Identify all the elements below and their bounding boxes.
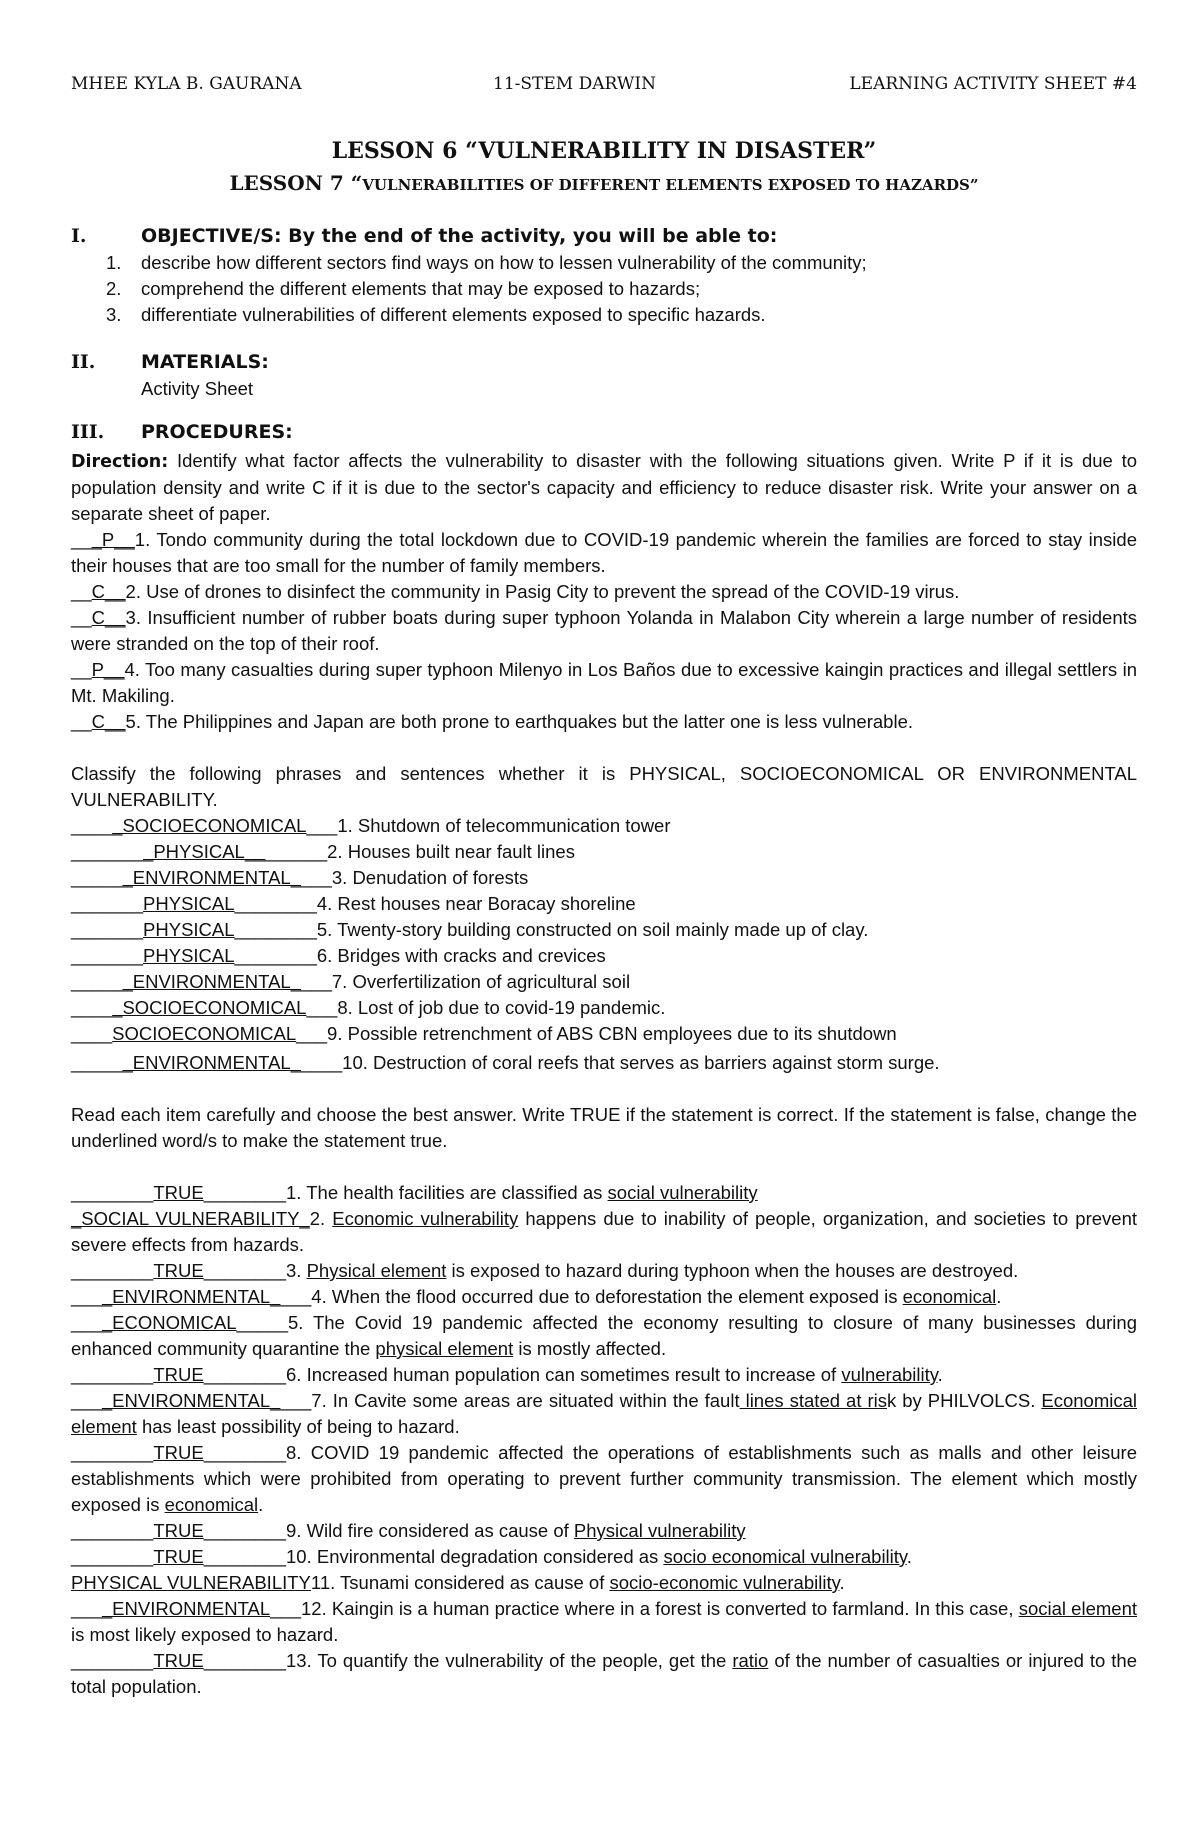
item-text: 13. To quantify the vulnerability of the people, get the	[286, 1650, 733, 1671]
direction-text: Identify what factor affects the vulnerability to disaster with the following situations given. Write P if it is due to population density and write C if it is due to the sector's capacity and efficiency to reduce disaster risk. Write your answer on a separate sheet of paper.	[71, 450, 1137, 524]
underlined-term: Physical element	[306, 1260, 447, 1281]
list-item	[106, 276, 1137, 302]
list-item	[106, 302, 1137, 328]
item-text: has least possibility of being to hazard.	[136, 1416, 460, 1437]
item-text: happens due to inability of people, organization, and societies to prevent severe effects from hazards.	[71, 1208, 1137, 1255]
underlined-term: ratio	[732, 1650, 769, 1671]
blank: ________	[203, 1260, 286, 1281]
blank: ______	[265, 841, 328, 862]
blank: ___	[306, 815, 338, 836]
list-item	[106, 250, 1137, 276]
blank: _______	[71, 893, 144, 914]
part3-item	[71, 1570, 1137, 1596]
item-text: 1. The health facilities are classified as	[286, 1182, 608, 1203]
item-text: 12. Kaingin is a human practice where in a forest is converted to farmland. In this case,	[301, 1598, 1019, 1619]
blank: _____	[71, 867, 123, 888]
lesson-6-title: LESSON 6 “VULNERABILITY IN DISASTER”	[331, 138, 877, 164]
list-text: differentiate vulnerabilities of different elements exposed to specific hazards.	[141, 304, 766, 325]
objectives-heading	[71, 222, 1137, 250]
item-text: 5. The Covid 19 pandemic affected the economy resulting to closure of many businesses during enhanced community quarantine the	[71, 1312, 1137, 1359]
item-text: 4. Too many casualties during super typhoon Milenyo in Los Baños due to excessive kaingin practices and illegal settlers in Mt. Makiling.	[71, 659, 1137, 706]
answer: SOCIOECONOMICAL	[112, 1023, 297, 1044]
answer: TRUE	[153, 1442, 204, 1463]
part3-item	[71, 1310, 1137, 1362]
blank: ________	[71, 1260, 154, 1281]
part3-item	[71, 1362, 1137, 1388]
blank: ________	[71, 1650, 154, 1671]
objectives-numeral: I.	[71, 225, 87, 247]
blank: __	[71, 581, 92, 602]
blank: ________	[203, 1442, 286, 1463]
blank: ____	[71, 1023, 113, 1044]
part1-direction	[71, 448, 1137, 527]
blank: ________	[203, 1650, 286, 1671]
blank: ___	[301, 867, 332, 888]
answer: P__	[91, 659, 125, 680]
blank: _____	[236, 1312, 288, 1333]
answer: _SOCIOECONOMICAL	[112, 997, 307, 1018]
item-text: 4. Rest houses near Boracay shoreline	[316, 893, 636, 914]
answer: C__	[91, 607, 126, 628]
underlined-term: economical	[902, 1286, 997, 1307]
answer: TRUE	[153, 1546, 204, 1567]
blank: ________	[234, 945, 317, 966]
answer: C__	[91, 711, 126, 732]
part2-item	[71, 813, 1137, 839]
item-text: is mostly affected.	[513, 1338, 667, 1359]
item-text: 5. Twenty-story building constructed on soil mainly made up of clay.	[316, 919, 869, 940]
blank: ________	[203, 1546, 286, 1567]
item-text: .	[906, 1546, 912, 1567]
item-text: 6. Increased human population can sometimes result to increase of	[286, 1364, 842, 1385]
underlined-term: Economical element	[71, 1390, 1137, 1437]
underlined-term: social vulnerability	[607, 1182, 758, 1203]
answer: _ECONOMICAL	[101, 1312, 237, 1333]
item-text: 8. Lost of job due to covid-19 pandemic.	[337, 997, 666, 1018]
blank: ____	[71, 815, 113, 836]
item-text: .	[937, 1364, 943, 1385]
answer: _ENVIRONMENTAL_	[101, 1286, 281, 1307]
blank: _______	[71, 841, 144, 862]
blank: _______	[71, 919, 144, 940]
answer: TRUE	[153, 1520, 204, 1541]
underlined-term: vulnerability	[841, 1364, 938, 1385]
blank: ____	[71, 997, 113, 1018]
part3-item	[71, 1258, 1137, 1284]
item-text: .	[996, 1286, 1002, 1307]
sheet-body	[71, 222, 1137, 1700]
part3-item	[71, 1206, 1137, 1258]
blank: ________	[71, 1520, 154, 1541]
item-text: 1. Shutdown of telecommunication tower	[337, 815, 671, 836]
lesson-7-title	[71, 171, 1137, 195]
answer: _ENVIRONMENTAL	[101, 1598, 271, 1619]
blank: ___	[71, 1390, 102, 1411]
student-section: 11-STEM DARWIN	[493, 74, 656, 94]
item-text: 6. Bridges with cracks and crevices	[316, 945, 606, 966]
answer: PHYSICAL	[143, 945, 235, 966]
blank: ___	[296, 1023, 328, 1044]
part2-item	[71, 969, 1137, 995]
part3-item	[71, 1544, 1137, 1570]
part1-item	[71, 605, 1137, 657]
answer: _SOCIAL VULNERABILITY_	[71, 1208, 310, 1229]
sheet-number: LEARNING ACTIVITY SHEET #4	[849, 74, 1137, 94]
item-text: k by PHILVOLCS.	[886, 1390, 1042, 1411]
underlined-term: Economic vulnerability	[332, 1208, 519, 1229]
item-text: is most likely exposed to hazard.	[71, 1624, 339, 1645]
part2-item	[71, 865, 1137, 891]
item-text: 2. Use of drones to disinfect the community in Pasig City to prevent the spread of the COVID-19 virus.	[125, 581, 960, 602]
answer: PHYSICAL	[143, 919, 235, 940]
answer: PHYSICAL	[143, 893, 235, 914]
item-text: 11. Tsunami considered as cause of	[310, 1572, 610, 1593]
materials-item: Activity Sheet	[141, 378, 254, 399]
blank: ________	[203, 1364, 286, 1385]
item-text: 2.	[309, 1208, 333, 1229]
materials-numeral: II.	[71, 351, 96, 373]
answer: C__	[91, 581, 126, 602]
item-text: of the number of casualties or injured to the total population.	[71, 1650, 1137, 1697]
part3-instruction: Read each item carefully and choose the best answer. Write TRUE if the statement is correct. If the statement is false, change the underlined word/s to make the statement true.	[71, 1104, 1137, 1151]
item-text: 2. Houses built near fault lines	[327, 841, 575, 862]
blank: ________	[71, 1364, 154, 1385]
part2-item	[71, 839, 1137, 865]
student-name: MHEE KYLA B. GAURANA	[71, 74, 302, 94]
blank: __	[71, 659, 92, 680]
part3-item	[71, 1440, 1137, 1518]
blank: ___	[71, 1598, 102, 1619]
item-text: .	[258, 1494, 264, 1515]
answer: _ENVIRONMENTAL_	[122, 971, 301, 992]
direction-label: Direction:	[71, 452, 169, 472]
part2-item	[71, 1021, 1137, 1047]
list-number: 2.	[106, 278, 122, 299]
item-text: .	[839, 1572, 845, 1593]
item-text: 7. In Cavite some areas are situated within the fault	[311, 1390, 740, 1411]
part2-item	[71, 995, 1137, 1021]
part3-item	[71, 1180, 1137, 1206]
procedures-heading-text: PROCEDURES:	[141, 421, 293, 443]
objectives-heading-text: OBJECTIVE/S: By the end of the activity, you will be able to:	[141, 225, 778, 247]
item-text: 3. Denudation of forests	[331, 867, 529, 888]
blank: ________	[234, 919, 317, 940]
underlined-term: economical	[164, 1494, 259, 1515]
part1-item	[71, 709, 1137, 735]
part3-item	[71, 1518, 1137, 1544]
materials-heading	[71, 348, 1137, 376]
blank: ___	[301, 971, 332, 992]
blank: ________	[71, 1182, 154, 1203]
lesson-7-title-prefix: LESSON 7 “	[229, 171, 363, 195]
answer: TRUE	[153, 1364, 204, 1385]
underlined-term: Physical vulnerability	[573, 1520, 746, 1541]
item-text: is exposed to hazard during typhoon when the houses are destroyed.	[446, 1260, 1019, 1281]
procedures-numeral: III.	[71, 421, 105, 443]
item-text: 4. When the flood occurred due to deforestation the element exposed is	[311, 1286, 903, 1307]
blank: ________	[71, 1442, 154, 1463]
part2-item	[71, 917, 1137, 943]
activity-sheet-page	[71, 0, 1137, 1835]
materials-heading-text: MATERIALS:	[141, 351, 269, 373]
answer: TRUE	[153, 1650, 204, 1671]
blank: _______	[71, 945, 144, 966]
answer: PHYSICAL VULNERABILITY	[71, 1572, 311, 1593]
item-text: 9. Wild fire considered as cause of	[286, 1520, 574, 1541]
answer: _SOCIOECONOMICAL	[112, 815, 307, 836]
item-text: 3. Insufficient number of rubber boats during super typhoon Yolanda in Malabon City wherein a large number of residents were stranded on the top of their roof.	[71, 607, 1137, 654]
underlined-term: physical element	[375, 1338, 514, 1359]
list-text: describe how different sectors find ways on how to lessen vulnerability of the community;	[141, 252, 867, 273]
part2-item	[71, 891, 1137, 917]
answer: _ENVIRONMENTAL_	[101, 1390, 281, 1411]
blank: ___	[280, 1390, 312, 1411]
item-text: 5. The Philippines and Japan are both prone to earthquakes but the latter one is less vulnerable.	[125, 711, 913, 732]
lesson-7-title-rest: VULNERABILITIES OF DIFFERENT ELEMENTS EXPOSED TO HAZARDS”	[362, 176, 979, 194]
item-text: 3.	[286, 1260, 307, 1281]
list-number: 3.	[106, 304, 122, 325]
underlined-term: socio economical vulnerability	[663, 1546, 907, 1567]
part3-item	[71, 1596, 1137, 1648]
underlined-term: social element	[1018, 1598, 1137, 1619]
blank: _____	[71, 971, 123, 992]
procedures-heading	[71, 418, 1137, 446]
blank: ________	[234, 893, 317, 914]
blank: _____	[71, 1052, 123, 1073]
part1-item	[71, 657, 1137, 709]
answer: TRUE	[153, 1260, 204, 1281]
part3-item	[71, 1284, 1137, 1310]
part3-item	[71, 1388, 1137, 1440]
answer: TRUE	[153, 1182, 204, 1203]
part2-instruction: Classify the following phrases and sentences whether it is PHYSICAL, SOCIOECONOMICAL OR ENVIRONMENTAL VULNERABILITY.	[71, 763, 1137, 810]
answer: _ENVIRONMENTAL_	[122, 867, 301, 888]
underlined-term: lines stated at ris	[739, 1390, 887, 1411]
item-text: 1. Tondo community during the total lockdown due to COVID-19 pandemic wherein the families are forced to stay inside their houses that are too small for the number of family members.	[71, 529, 1137, 576]
blank: ___	[71, 1312, 102, 1333]
list-text: comprehend the different elements that may be exposed to hazards;	[141, 278, 701, 299]
answer: _P__	[91, 529, 135, 550]
item-text: 10. Destruction of coral reefs that serves as barriers against storm surge.	[342, 1052, 940, 1073]
part2-item	[71, 943, 1137, 969]
blank: __	[71, 711, 92, 732]
blank: ___	[306, 997, 338, 1018]
item-text: 9. Possible retrenchment of ABS CBN employees due to its shutdown	[327, 1023, 897, 1044]
part1-item	[71, 527, 1137, 579]
answer: _PHYSICAL__	[143, 841, 266, 862]
blank: __	[71, 607, 92, 628]
blank: ________	[71, 1546, 154, 1567]
blank: __	[71, 529, 92, 550]
underlined-term: socio-economic vulnerability	[609, 1572, 840, 1593]
item-text: 8. COVID 19 pandemic affected the operations of establishments such as malls and other leisure establishments which were prohibited from operating to prevent further community transmission. The element which mostly exposed is	[71, 1442, 1137, 1515]
blank: ________	[203, 1182, 286, 1203]
blank: ___	[71, 1286, 102, 1307]
blank: ____	[301, 1052, 343, 1073]
blank: ________	[203, 1520, 286, 1541]
part3-item	[71, 1648, 1137, 1700]
answer: _ENVIRONMENTAL_	[122, 1052, 301, 1073]
blank: ___	[280, 1286, 312, 1307]
item-text: 7. Overfertilization of agricultural soil	[331, 971, 631, 992]
objectives-list	[71, 250, 1137, 328]
item-text: 10. Environmental degradation considered as	[286, 1546, 664, 1567]
part1-item	[71, 579, 1137, 605]
blank: ___	[270, 1598, 301, 1619]
part2-item	[71, 1050, 1137, 1076]
list-number: 1.	[106, 252, 122, 273]
